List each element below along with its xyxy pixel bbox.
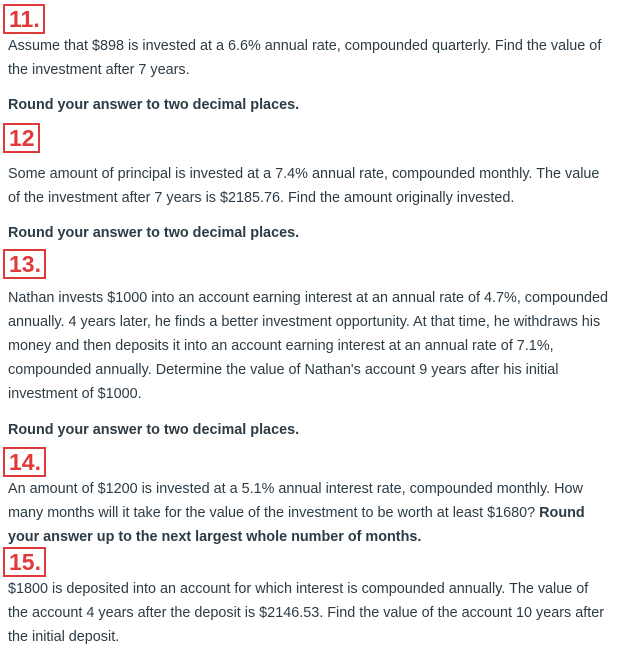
question-15-text: $1800 is deposited into an account for which interest is compounded annually. The value of the account 4 years after the deposit is $2146.53. Find the value of the account 10 years after the initial deposit. bbox=[8, 581, 604, 645]
question-12-instruction: Round your answer to two decimal places. bbox=[8, 225, 300, 241]
question-14-number: 14. bbox=[3, 447, 46, 477]
question-11-instruction: Round your answer to two decimal places. bbox=[8, 97, 300, 113]
question-13-instruction: Round your answer to two decimal places. bbox=[8, 422, 300, 438]
question-11-text: Assume that $898 is invested at a 6.6% annual rate, compounded quarterly. Find the value of the investment after 7 years. bbox=[8, 38, 602, 78]
question-14-text bbox=[8, 477, 612, 549]
question-14-instruction: Round your answer up to the next largest whole number of months. bbox=[8, 505, 585, 545]
question-15-number: 15. bbox=[3, 547, 46, 577]
question-14-body: An amount of $1200 is invested at a 5.1% annual interest rate, compounded monthly. How many months will it take for the value of the investment to be worth at least $1680? bbox=[8, 481, 583, 521]
question-12-text: Some amount of principal is invested at a 7.4% annual rate, compounded monthly. The value of the investment after 7 years is $2185.76. Find the amount originally invested. bbox=[8, 166, 600, 206]
question-12-number: 12 bbox=[3, 123, 40, 153]
question-13-text: Nathan invests $1000 into an account earning interest at an annual rate of 4.7%, compounded annually. 4 years later, he finds a better investment opportunity. At that time, he withdraws his money and then deposits it into an account earning interest at an annual rate of 7.1%, compounded annually. Determine the value of Nathan's account 9 years after his initial investment of $1000. bbox=[8, 290, 609, 402]
question-11-number: 11. bbox=[3, 4, 45, 34]
question-13-number: 13. bbox=[3, 249, 46, 279]
